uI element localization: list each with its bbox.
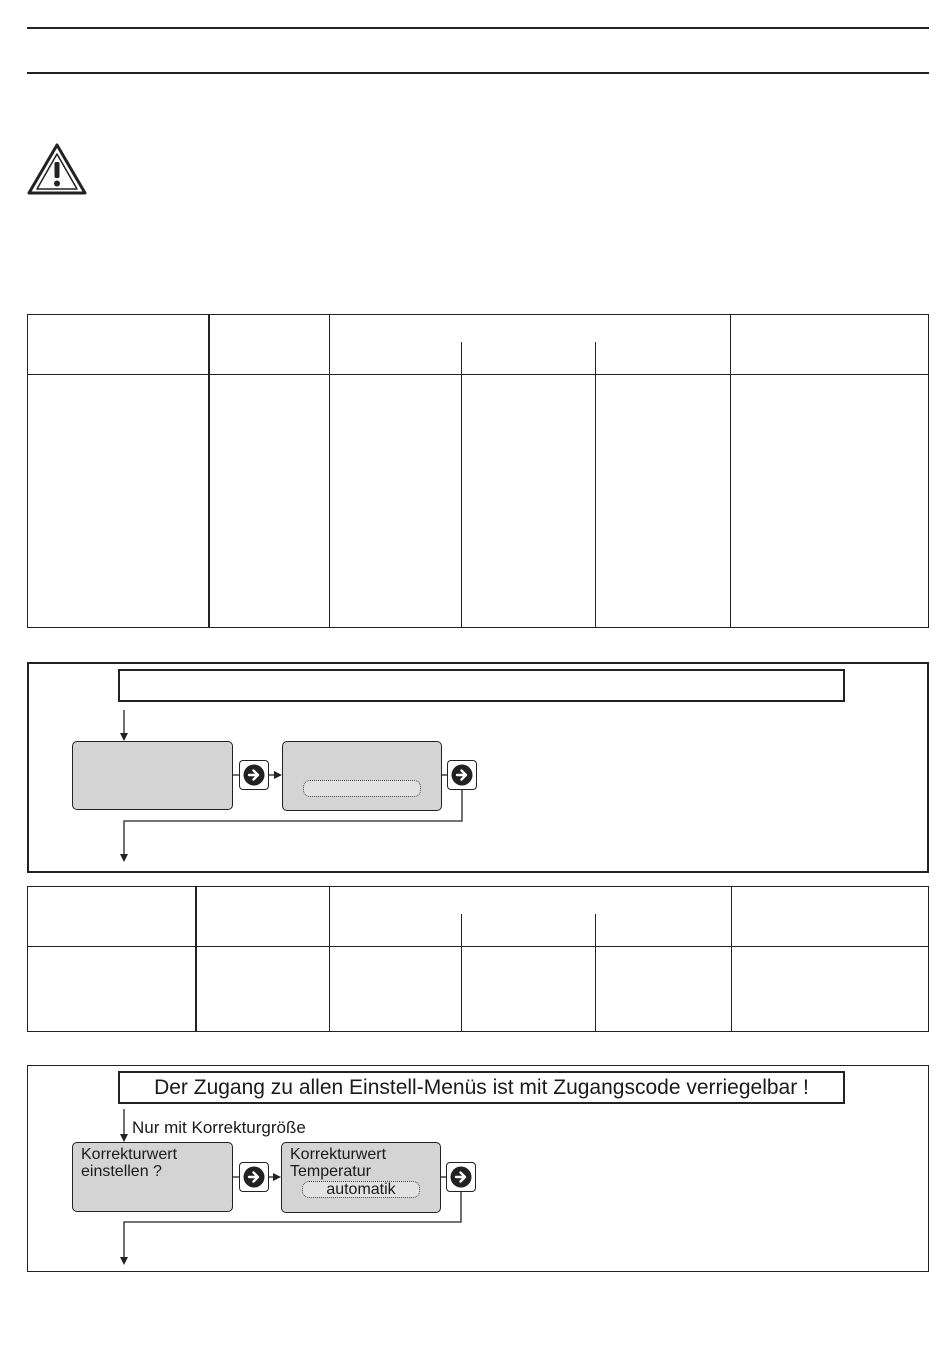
correction-note: Nur mit Korrekturgröße [132, 1118, 306, 1137]
lcd-line: Korrekturwert [81, 1146, 178, 1163]
lcd-line: Korrekturwert [290, 1146, 387, 1163]
lcd-line: einstellen ? [81, 1163, 162, 1180]
lcd-line: Temperatur [290, 1163, 371, 1180]
lcd-value-field: automatik [302, 1181, 420, 1198]
access-code-banner: Der Zugang zu allen Einstell-Menüs ist mit Zugangscode verriegelbar ! [118, 1071, 845, 1104]
